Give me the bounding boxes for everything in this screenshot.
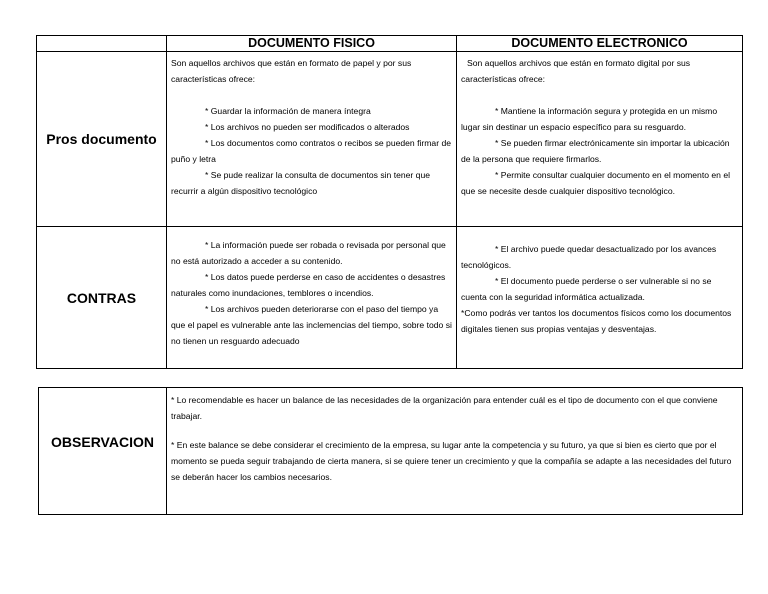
comparison-table	[36, 35, 743, 369]
observacion-paragraph: * Lo recomendable es hacer un balance de las necesidades de la organización para entender cuál es el tipo de documento con el que conviene trabajar.	[171, 395, 718, 421]
pros-row	[37, 52, 743, 227]
pros-fisico-cell	[167, 52, 457, 227]
observacion-table	[38, 387, 743, 515]
contras-label: CONTRAS	[37, 227, 167, 369]
pros-electronico-cell	[457, 52, 743, 227]
header-empty-cell	[37, 36, 167, 52]
pros-label: Pros documento	[37, 52, 167, 227]
contras-electronico-item: * El archivo puede quedar desactualizado por los avances tecnológicos.	[461, 244, 717, 270]
pros-electronico-item: * Mantiene la información segura y protegida en un mismo lugar sin destinar un espacio específico para su resguardo.	[461, 106, 718, 132]
contras-electronico-item: * El documento puede perderse o ser vulnerable si no se cuenta con la seguridad informática actualizada.	[461, 276, 712, 302]
pros-electronico-item: * Se pueden firmar electrónicamente sin importar la ubicación de la persona que requiere firmarlos.	[461, 138, 730, 164]
observacion-row	[39, 388, 743, 515]
observacion-label: OBSERVACION	[39, 388, 167, 515]
observacion-paragraph: * En este balance se debe considerar el crecimiento de la empresa, su lugar ante la competencia y su futuro, ya que si bien es cierto que por el momento se pueda seguir trabajando de cierta manera, si se quiere tener un crecimiento y que la compañía se adapte a las necesidades del futuro se deberán hacer los cambios necesarios.	[171, 440, 732, 482]
pros-electronico-intro: Son aquellos archivos que están en formato digital por sus características ofrece:	[461, 58, 691, 84]
pros-fisico-intro: Son aquellos archivos que están en formato de papel y por sus características ofrece:	[171, 58, 412, 84]
contras-row	[37, 227, 743, 369]
header-documento-fisico: DOCUMENTO FISICO	[167, 36, 457, 52]
contras-electronico-item: *Como podrás ver tantos los documentos físicos como los documentos digitales tienen sus propias ventajas y desventajas.	[461, 308, 732, 334]
pros-fisico-item: * Los documentos como contratos o recibos se pueden firmar de puño y letra	[171, 138, 452, 164]
contras-fisico-item: * La información puede ser robada o revisada por personal que no está autorizado a acceder a su contenido.	[171, 240, 446, 266]
contras-fisico-item: * Los archivos pueden deteriorarse con el paso del tiempo ya que el papel es vulnerable ante las inclemencias del tiempo, sobre todo si no tienen un resguardo adecuado	[171, 304, 452, 346]
contras-fisico-cell	[167, 227, 457, 369]
pros-electronico-item: * Permite consultar cualquier documento en el momento en el que se necesite desde cualquier dispositivo tecnológico.	[461, 170, 731, 196]
pros-fisico-item: * Guardar la información de manera íntegra	[205, 106, 371, 116]
observacion-cell	[167, 388, 743, 515]
pros-fisico-item: * Se pude realizar la consulta de documentos sin tener que recurrir a algún dispositivo tecnológico	[171, 170, 431, 196]
contras-electronico-cell	[457, 227, 743, 369]
header-documento-electronico: DOCUMENTO ELECTRONICO	[457, 36, 743, 52]
pros-fisico-item: * Los archivos no pueden ser modificados o alterados	[205, 122, 410, 132]
header-row	[37, 36, 743, 52]
contras-fisico-item: * Los datos puede perderse en caso de accidentes o desastres naturales como inundaciones, temblores o incendios.	[171, 272, 446, 298]
